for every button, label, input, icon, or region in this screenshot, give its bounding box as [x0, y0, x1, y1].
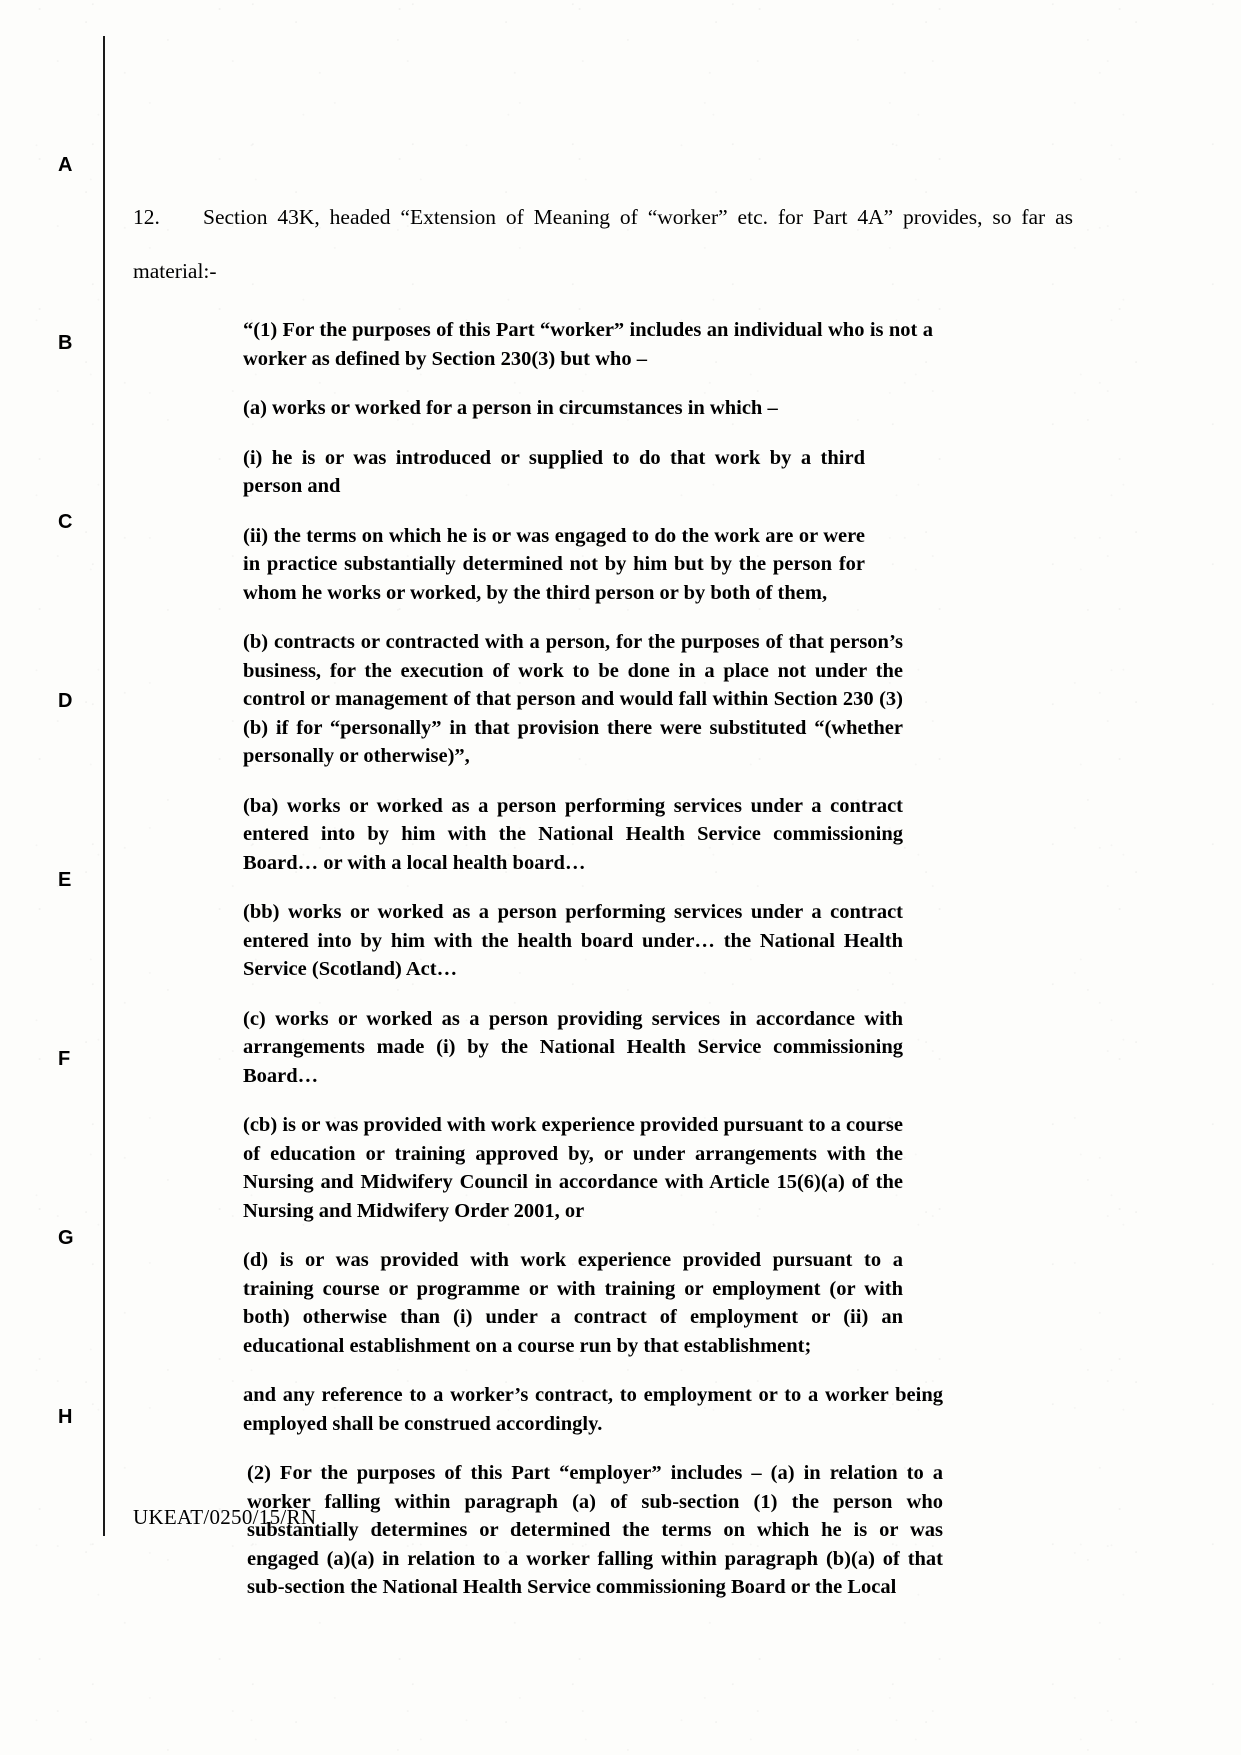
quote-para-a-ii: (ii) the terms on which he is or was engaged to do the work are or were in practice substantially determined not by him but by the person for whom he works or worked, by the third person or by both of them,	[243, 524, 865, 604]
quote-tail	[243, 1381, 943, 1602]
document-body	[133, 190, 1073, 1623]
margin-letter-c: C	[58, 511, 73, 533]
margin-letter-d: D	[58, 690, 73, 712]
quote-para-ba: (ba) works or worked as a person performing services under a contract entered into by him with the National Health Service commissioning Board… or with a local health board…	[243, 794, 903, 874]
margin-letter-b: B	[58, 332, 73, 354]
quote-para-d: (d) is or was provided with work experience provided pursuant to a training course or programme or with training or employment (or with both) otherwise than (i) under a contract of employment or (ii) an educational establishment on a course run by that establishment;	[243, 1249, 903, 1357]
quote-para-cb: (cb) is or was provided with work experience provided pursuant to a course of education or training approved by, or under arrangements with the Nursing and Midwifery Council in accordance with Article 15(6)(a) of the Nursing and Midwifery Order 2001, or	[243, 1114, 903, 1222]
margin-letter-f: F	[58, 1048, 71, 1070]
quoted-statute	[243, 316, 933, 1360]
quote-para-b: (b) contracts or contracted with a person, for the purposes of that person’s business, for the execution of work to be done in a place not under the control or management of that person and would fall within Section 230 (3) (b) if for “personally” in that provision there were substituted “(whether personally or otherwise)”,	[243, 631, 903, 767]
quote-closing-text: and any reference to a worker’s contract, to employment or to a worker being employed shall be construed accordingly.	[243, 1384, 943, 1435]
margin-letter-column	[58, 36, 98, 1496]
margin-letter-g: G	[58, 1227, 75, 1249]
margin-letter-h: H	[58, 1406, 73, 1428]
quote-subsection-2: (2) For the purposes of this Part “employer” includes – (a) in relation to a worker falling within paragraph (a) of sub-section (1) the person who substantially determines or determined the terms on which he is or was engaged (a)(a) in relation to a worker falling within paragraph (b)(a) of that sub-section the National Health Service commissioning Board or the Local	[247, 1462, 943, 1598]
quote-para-bb: (bb) works or worked as a person performing services under a contract entered into by him with the health board under… the National Health Service (Scotland) Act…	[243, 901, 903, 980]
margin-letter-a: A	[58, 154, 73, 176]
footer-case-reference: UKEAT/0250/15/RN	[133, 1505, 317, 1529]
numbered-paragraph	[133, 190, 1073, 298]
quote-para-a: (a) works or worked for a person in circumstances in which –	[243, 397, 778, 419]
quote-para-c: (c) works or worked as a person providing services in accordance with arrangements made (i) by the National Health Service commissioning Board…	[243, 1007, 903, 1087]
paragraph-intro-text: Section 43K, headed “Extension of Meaning of “worker” etc. for Part 4A” provides, so far as material:-	[133, 205, 1073, 283]
quote-para-a-i: (i) he is or was introduced or supplied to do that work by a third person and	[243, 446, 865, 497]
paragraph-number: 12.	[133, 205, 160, 229]
margin-rule	[103, 36, 105, 1536]
margin-letter-e: E	[58, 869, 72, 891]
quote-subsection-1: “(1) For the purposes of this Part “worker” includes an individual who is not a worker as defined by Section 230(3) but who –	[243, 319, 933, 370]
